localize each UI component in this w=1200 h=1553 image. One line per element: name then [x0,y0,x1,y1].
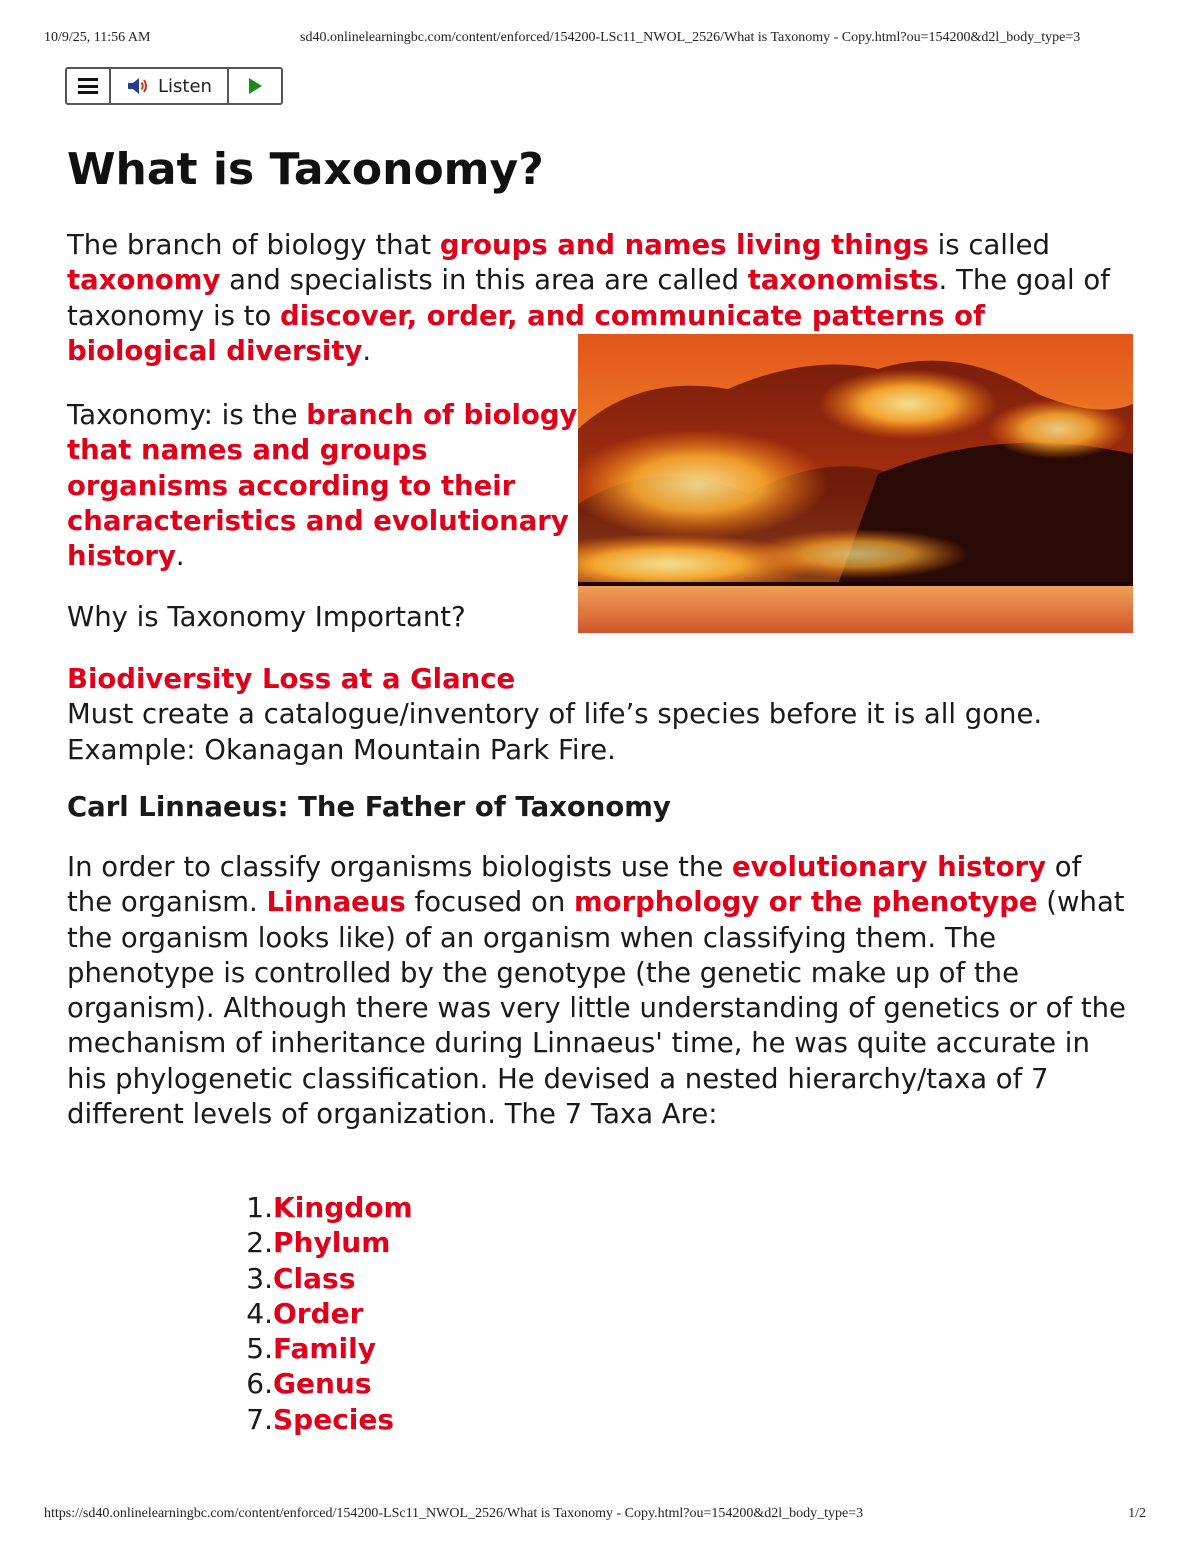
taxa-name: Class [273,1261,356,1295]
list-item [239,1402,413,1437]
taxa-name: Family [273,1332,377,1366]
taxa-number: 2. [246,1226,273,1260]
listen-button[interactable] [111,69,229,103]
print-footer-url: https://sd40.onlinelearningbc.com/content/enforced/154200-LSc11_NWOL_2526/What is Taxonomy - Copy.html?ou=154200&d2l_body_type=3 [44,1506,864,1521]
taxa-number: 3. [246,1261,273,1295]
list-item [239,1366,413,1401]
page-title: What is Taxonomy? [67,144,544,195]
list-item [239,1225,413,1260]
taxa-list [239,1190,413,1437]
taxa-number: 7. [246,1402,273,1436]
linnaeus-paragraph [67,850,1135,1132]
intro-highlight-1: groups and names living things [439,229,929,261]
linnaeus-highlight-2: Linnaeus [266,886,406,919]
intro-text-2: is called [928,229,1050,261]
intro-paragraph [67,228,1135,369]
speaker-icon [126,76,150,96]
definition-paragraph [67,398,587,574]
linnaeus-text-4: (what the organism looks like) of an organism when classifying them. The phenotype is controlled by the genotype (the genetic make up of the organism). Although there was very little understanding of genetics or of the mechanism of inheritance during Linnaeus' time, he was quite accurate in his phylogenetic classification. He devised a nested hierarchy/taxa of 7 different levels of organization. The 7 Taxa Are: [67,886,1126,1131]
linnaeus-text-3: focused on [405,886,575,919]
list-item [239,1296,413,1331]
print-header [44,30,1156,50]
page-number: 1/2 [1128,1506,1146,1521]
taxa-name: Kingdom [273,1191,413,1224]
taxa-number: 5. [246,1332,273,1366]
intro-text-1: The branch of biology that [67,229,440,261]
why-question: Why is Taxonomy Important? [67,601,466,633]
intro-highlight-2: taxonomy [67,264,221,297]
intro-text-5: . [362,334,372,367]
biodiversity-section [67,662,1135,768]
intro-highlight-4: discover, order, and communicate patterns of biological diversity [67,299,985,367]
taxa-number: 6. [246,1367,273,1401]
biodiversity-line-1: Must create a catalogue/inventory of life’s species before it is all gone. [67,698,1043,731]
biodiversity-line-2: Example: Okanagan Mountain Park Fire. [67,733,616,766]
list-item [239,1190,413,1225]
biodiversity-heading: Biodiversity Loss at a Glance [67,663,516,695]
intro-highlight-3: taxonomists [747,264,939,297]
print-header-url: sd40.onlinelearningbc.com/content/enforced/154200-LSc11_NWOL_2526/What is Taxonomy - Copy.html?ou=154200&d2l_body_type=3 [300,30,1081,45]
print-footer [44,1506,1156,1526]
intro-text-3: and specialists in this area are called [220,264,748,297]
taxa-name: Phylum [273,1226,391,1260]
linnaeus-highlight-1: evolutionary history [731,851,1047,883]
forest-fire-photo [578,334,1133,633]
linnaeus-text-2: of the organism. [67,851,1082,919]
definition-text-1: Taxonomy: is the [67,399,307,431]
listen-label: Listen [158,75,212,97]
main-content [67,140,1137,1436]
list-item [239,1261,413,1296]
linnaeus-highlight-3: morphology or the phenotype [574,886,1038,919]
taxa-name: Genus [273,1367,372,1401]
readspeaker-toolbar [65,67,283,105]
linnaeus-heading: Carl Linnaeus: The Father of Taxonomy [67,791,671,823]
list-item [239,1331,413,1366]
definition-highlight: branch of biology that names and groups organisms according to their characteristics and evolutionary history [67,399,578,573]
taxa-name: Order [273,1296,364,1330]
taxa-number: 1. [246,1191,273,1224]
play-button[interactable] [229,69,281,103]
hamburger-menu-icon [78,78,98,94]
taxa-name: Species [273,1402,395,1436]
play-icon [247,77,263,95]
intro-text-4: . The goal of taxonomy is to [67,264,1110,332]
definition-text-2: . [175,540,185,573]
linnaeus-text-1: In order to classify organisms biologists use the [67,851,732,883]
print-timestamp: 10/9/25, 11:56 AM [44,30,151,45]
menu-button[interactable] [67,69,111,103]
taxa-number: 4. [246,1296,273,1330]
